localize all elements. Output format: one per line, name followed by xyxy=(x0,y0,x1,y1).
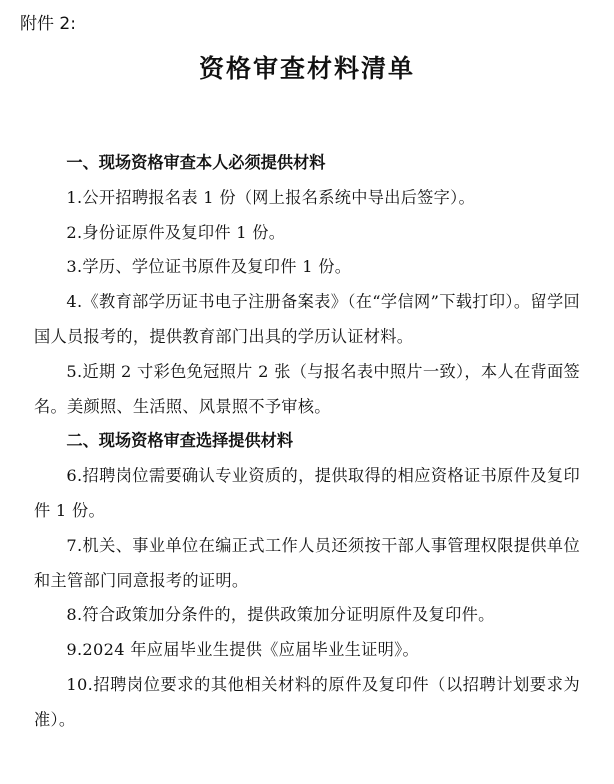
list-item: 3.学历、学位证书原件及复印件 1 份。 xyxy=(66,257,352,277)
list-item: 4.《教育部学历证书电子注册备案表》（在“学信网”下载打印）。留学回国人员报考的，提供教育部门出具的学历认证材料。 xyxy=(34,292,580,346)
section-heading-optional: 二、现场资格审查选择提供材料 xyxy=(66,431,294,451)
list-item: 6.招聘岗位需要确认专业资质的，提供取得的相应资格证书原件及复印件 1 份。 xyxy=(34,466,580,520)
list-item: 7.机关、事业单位在编正式工作人员还须按干部人事管理权限提供单位和主管部门同意报考的证明。 xyxy=(34,535,580,590)
section-heading-required: 一、现场资格审查本人必须提供材料 xyxy=(66,153,326,172)
list-item: 9.2024 年应届毕业生提供《应届毕业生证明》。 xyxy=(66,640,419,660)
list-item: 5.近期 2 寸彩色免冠照片 2 张（与报名表中照片一致），本人在背面签名。美颜照、生活照、风景照不予审核。 xyxy=(34,361,580,416)
list-item: 2.身份证原件及复印件 1 份。 xyxy=(66,222,286,242)
attachment-label: 附件 2: xyxy=(20,14,76,34)
document-title: 资格审查材料清单 xyxy=(198,54,415,83)
document-body xyxy=(34,146,580,738)
list-item: 10.招聘岗位要求的其他相关材料的原件及复印件（以招聘计划要求为准）。 xyxy=(34,674,580,729)
list-item: 1.公开招聘报名表 1 份（网上报名系统中导出后签字）。 xyxy=(66,187,476,207)
list-item: 8.符合政策加分条件的，提供政策加分证明原件及复印件。 xyxy=(66,605,495,625)
